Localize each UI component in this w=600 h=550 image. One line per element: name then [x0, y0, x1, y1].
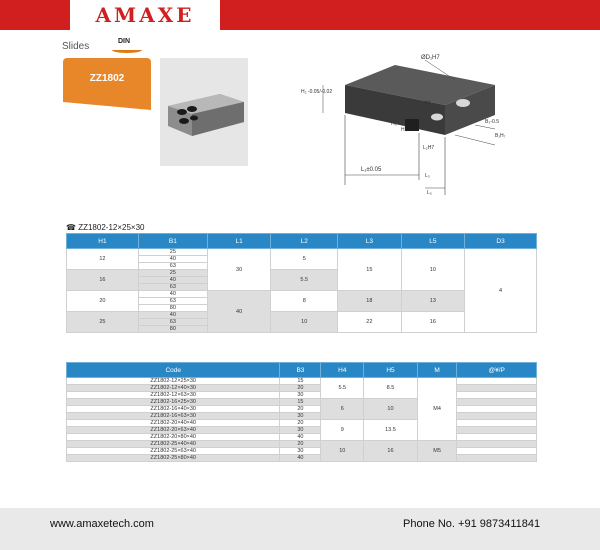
table-cell: M4 — [417, 378, 457, 441]
table-cell: 10 — [401, 249, 465, 291]
table-cell: 20 — [280, 420, 321, 427]
table-cell: 40 — [138, 312, 207, 319]
code-cell: ZZ1802-12×25×30 — [67, 378, 280, 385]
table-cell: 4 — [465, 249, 537, 333]
table-cell: M5 — [417, 441, 457, 462]
price-cell — [457, 448, 537, 455]
product-code-tab-tail — [63, 100, 151, 110]
code-cell: ZZ1802-20×63×40 — [67, 427, 280, 434]
label-h5: H₅ — [391, 121, 397, 127]
table-row — [67, 399, 537, 406]
table-cell: 15 — [280, 378, 321, 385]
label-b1: B₁H₇ — [495, 133, 506, 139]
price-cell — [457, 392, 537, 399]
label-d1: ØD₁H7 — [421, 55, 440, 61]
table-cell: 40 — [280, 455, 321, 462]
table-cell: 25 — [67, 312, 139, 333]
dimensions-table — [66, 233, 537, 333]
price-cell — [457, 413, 537, 420]
slide-block-photo-icon — [160, 58, 248, 166]
label-l1: L₁±0.05 — [361, 167, 382, 173]
table-cell: 30 — [207, 249, 271, 291]
table-cell: 63 — [138, 263, 207, 270]
table-row — [67, 413, 537, 420]
column-header: L2 — [271, 234, 338, 249]
phone-icon: ☎ — [66, 223, 76, 232]
order-example-code: ZZ1802-12×25×30 — [78, 223, 145, 232]
code-cell: ZZ1802-20×80×40 — [67, 434, 280, 441]
table-cell: 16 — [364, 441, 418, 462]
table-cell: 13 — [401, 291, 465, 312]
table-cell: 18 — [338, 291, 402, 312]
table-cell: 9 — [321, 420, 364, 441]
table-cell: 8.5 — [364, 378, 418, 399]
label-h2: H₂ -0.05/-0.02 — [301, 89, 333, 95]
table-header-row — [67, 363, 537, 378]
label-m: M — [425, 101, 430, 107]
code-cell: ZZ1802-20×40×40 — [67, 420, 280, 427]
label-l2: L₂H7 — [423, 145, 435, 151]
code-cell: ZZ1802-25×63×40 — [67, 448, 280, 455]
table-row — [67, 249, 537, 256]
column-header: M — [417, 363, 457, 378]
product-photo — [160, 58, 248, 166]
price-cell — [457, 378, 537, 385]
table-cell: 40 — [138, 291, 207, 298]
table-cell: 63 — [138, 298, 207, 305]
price-cell — [457, 406, 537, 413]
table-row — [67, 455, 537, 462]
table-cell: 30 — [280, 392, 321, 399]
table-cell: 30 — [280, 448, 321, 455]
category-label: Slides — [62, 41, 90, 52]
table-cell: 40 — [207, 291, 271, 333]
price-cell — [457, 385, 537, 392]
table-cell: 30 — [280, 413, 321, 420]
table-cell: 15 — [338, 249, 402, 291]
column-header: H5 — [364, 363, 418, 378]
product-code-tab: ZZ1802 — [63, 58, 151, 100]
table-cell: 40 — [280, 434, 321, 441]
din-badge: DIN — [118, 38, 131, 45]
table-cell: 25 — [138, 270, 207, 277]
column-header: B1 — [138, 234, 207, 249]
technical-drawing — [301, 55, 506, 200]
table-cell: 16 — [401, 312, 465, 333]
table-cell: 10 — [271, 312, 338, 333]
column-header: B3 — [280, 363, 321, 378]
table-cell: 22 — [338, 312, 402, 333]
table-cell: 80 — [138, 305, 207, 312]
label-h4: H₄ — [401, 127, 407, 133]
table-cell: 15 — [280, 399, 321, 406]
code-cell: ZZ1802-16×25×30 — [67, 399, 280, 406]
table-row — [67, 406, 537, 413]
column-header: L3 — [338, 234, 402, 249]
table-row — [67, 392, 537, 399]
table-cell: 8 — [271, 291, 338, 312]
column-header: L1 — [207, 234, 271, 249]
label-b3: B₃-0.5 — [485, 119, 499, 125]
table-cell: 12 — [67, 249, 139, 270]
column-header: L5 — [401, 234, 465, 249]
code-cell: ZZ1802-12×40×30 — [67, 385, 280, 392]
column-header: @¥/P — [457, 363, 537, 378]
price-cell — [457, 420, 537, 427]
column-header: H1 — [67, 234, 139, 249]
code-cell: ZZ1802-25×80×40 — [67, 455, 280, 462]
table-cell: 6 — [321, 399, 364, 420]
brand-logo: AMAXE — [70, 0, 220, 30]
table-cell: 20 — [280, 385, 321, 392]
table-cell: 5.5 — [321, 378, 364, 399]
table-cell: 5 — [271, 249, 338, 270]
table-cell: 25 — [138, 249, 207, 256]
code-cell: ZZ1802-25×40×40 — [67, 441, 280, 448]
code-cell: ZZ1802-16×40×30 — [67, 406, 280, 413]
table-row — [67, 420, 537, 427]
table-cell: 20 — [280, 406, 321, 413]
table-cell: 40 — [138, 277, 207, 284]
code-cell: ZZ1802-16×63×30 — [67, 413, 280, 420]
table-row — [67, 378, 537, 385]
table-row — [67, 441, 537, 448]
price-cell — [457, 399, 537, 406]
website-link[interactable]: www.amaxetech.com — [50, 518, 154, 530]
table-cell: 20 — [67, 291, 139, 312]
table-cell: 30 — [280, 427, 321, 434]
price-cell — [457, 434, 537, 441]
table-cell: 10 — [364, 399, 418, 420]
din-swoosh-icon — [112, 47, 142, 53]
label-l3: L₃ — [425, 173, 430, 179]
table-cell: 10 — [321, 441, 364, 462]
table-row — [67, 427, 537, 434]
code-cell: ZZ1802-12×63×30 — [67, 392, 280, 399]
table-row — [67, 434, 537, 441]
table-cell: 63 — [138, 284, 207, 291]
table-row — [67, 385, 537, 392]
column-header: Code — [67, 363, 280, 378]
table-cell: 40 — [138, 256, 207, 263]
column-header: D3 — [465, 234, 537, 249]
price-cell — [457, 427, 537, 434]
price-cell — [457, 455, 537, 462]
table-cell: 20 — [280, 441, 321, 448]
table-cell: 16 — [67, 270, 139, 291]
phone-number: Phone No. +91 9873411841 — [403, 518, 541, 530]
price-cell — [457, 441, 537, 448]
order-example — [66, 223, 144, 232]
table-row — [67, 448, 537, 455]
column-header: H4 — [321, 363, 364, 378]
table-cell: 13.5 — [364, 420, 418, 441]
table-header-row — [67, 234, 537, 249]
table-cell: 63 — [138, 319, 207, 326]
codes-table — [66, 362, 537, 462]
table-cell: 5.5 — [271, 270, 338, 291]
label-l5: L₅ — [427, 190, 432, 196]
table-cell: 80 — [138, 326, 207, 333]
